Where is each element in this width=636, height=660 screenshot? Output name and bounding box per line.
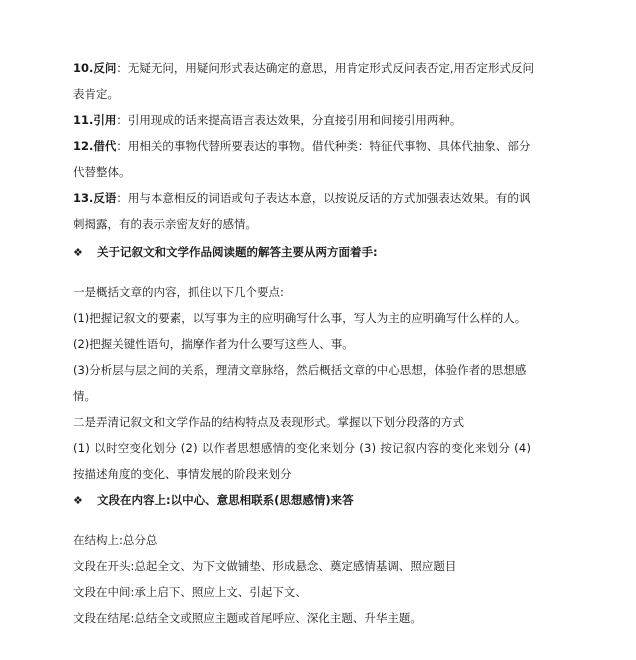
section1-intro: 一是概括文章的内容，抓住以下几个要点:: [73, 285, 284, 299]
section1-point-2: (2)把握关键性语句，揣摩作者为什么要写这些人、事。: [73, 337, 354, 351]
section1-point-1: (1)把握记叙文的要素，以写事为主的应明确写什么事，写人为主的应明确写什么样的人。: [73, 311, 527, 325]
item-12-line-2: 代替整体。: [73, 165, 131, 179]
bullet-heading-text: 文段在内容上:以中心、意思相联系(思想感情)来答: [97, 493, 354, 507]
item-11-line: [73, 112, 608, 128]
diamond-bullet-icon: ❖: [73, 246, 83, 259]
item-13-line-1: [73, 190, 608, 206]
structure-summary: 在结构上:总分总: [73, 533, 158, 547]
item-10-term: 10.反问: [73, 61, 117, 75]
section2-intro: 二是弄清记叙文和文学作品的结构特点及表现形式。掌握以下划分段落的方式: [73, 415, 464, 429]
item-12-term: 12.借代: [73, 139, 117, 153]
section1-point-3: (3)分析层与层之间的关系，理清文章脉络，然后概括文章的中心思想，体验作者的思想感: [73, 363, 527, 377]
paragraph-at-start: 文段在开头:总起全文、为下文做铺垫、形成悬念、奠定感情基调、照应题目: [73, 559, 457, 573]
bullet-heading-reading: [73, 244, 608, 261]
item-10-line-2: 表肯定。: [73, 87, 119, 101]
item-13-term: 13.反语: [73, 191, 117, 205]
diamond-bullet-icon: ❖: [73, 494, 83, 507]
bullet-heading-text: 关于记叙文和文学作品阅读题的解答主要从两方面着手:: [97, 245, 378, 259]
item-13-line-2: 刺揭露，有的表示亲密友好的感情。: [73, 217, 257, 231]
bullet-heading-content: [73, 492, 608, 509]
section2-methods: (1) 以时空变化划分 (2) 以作者思想感情的变化来划分 (3) 按记叙内容的变化来划分 (4): [73, 441, 532, 455]
item-11-text: ：引用现成的话来提高语言表达效果，分直接引用和间接引用两种。: [116, 113, 462, 127]
item-12-line-1: [73, 138, 608, 154]
item-10-text: ：无疑无问，用疑问形式表达确定的意思，用肯定形式反问表否定,用否定形式反问: [116, 61, 535, 75]
section2-methods-cont: 按描述角度的变化、事情发展的阶段来划分: [73, 467, 292, 481]
paragraph-at-end: 文段在结尾:总结全文或照应主题或首尾呼应、深化主题、升华主题。: [73, 611, 422, 625]
item-13-text: ：用与本意相反的词语或句子表达本意，以按说反话的方式加强表达效果。有的讽: [116, 191, 531, 205]
item-12-text: ：用相关的事物代替所要表达的事物。借代种类：特征代事物、具体代抽象、部分: [116, 139, 531, 153]
item-11-term: 11.引用: [73, 113, 117, 127]
section1-point-3-cont: 情。: [73, 389, 96, 403]
paragraph-in-middle: 文段在中间:承上启下、照应上文、引起下文、: [73, 585, 307, 599]
item-10-line-1: [73, 60, 608, 76]
